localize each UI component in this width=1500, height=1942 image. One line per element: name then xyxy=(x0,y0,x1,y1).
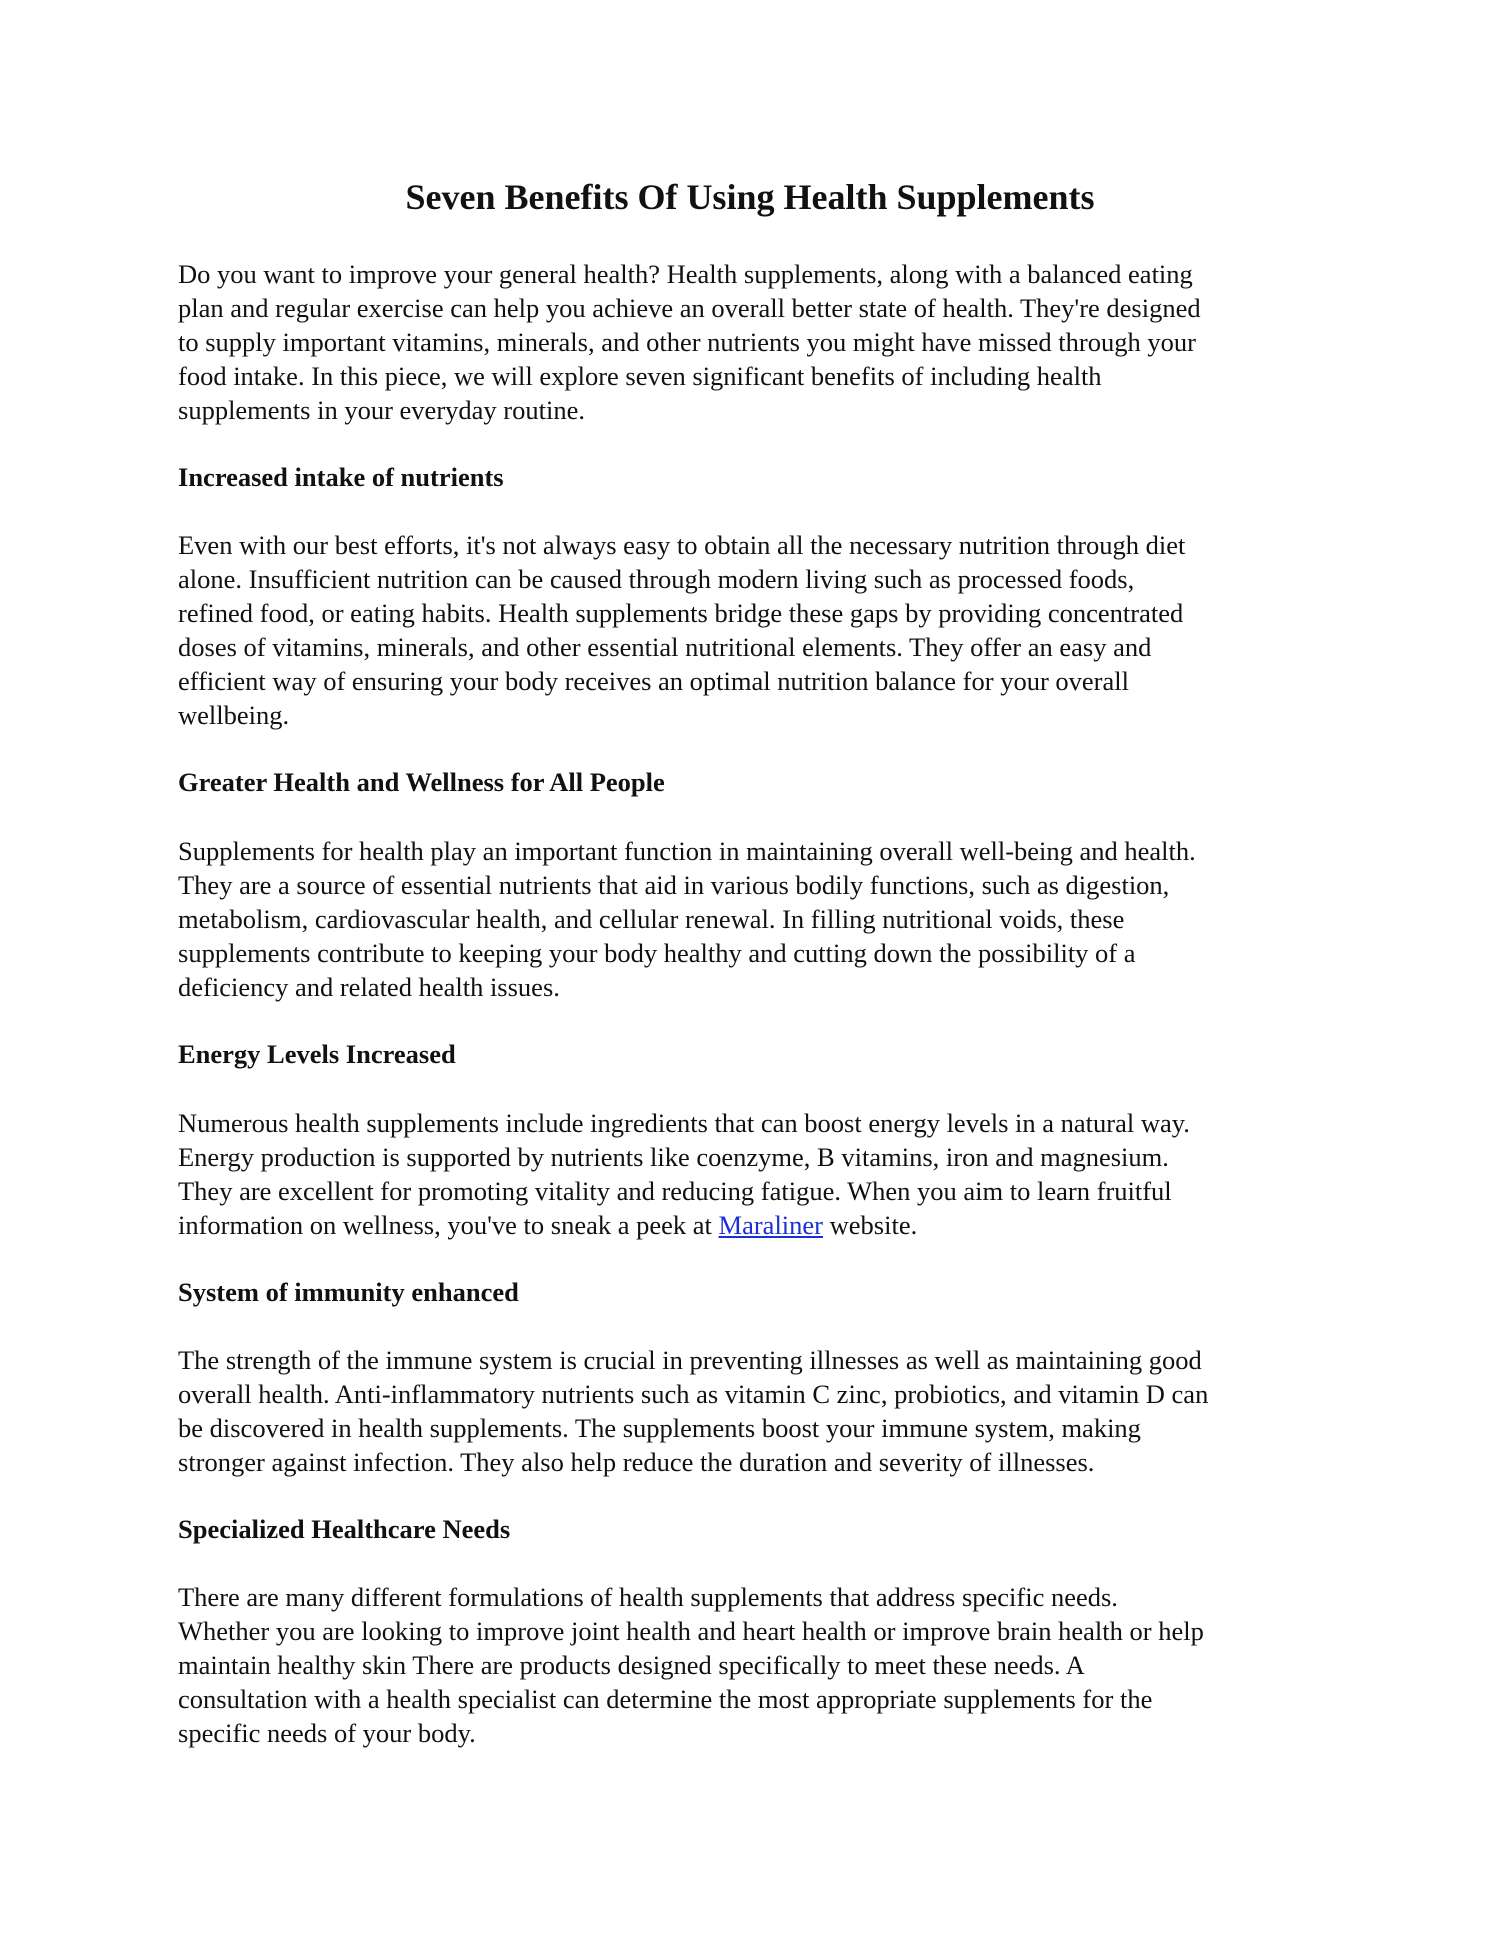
section-heading-nutrients: Increased intake of nutrients xyxy=(178,462,504,492)
body-line: alone. Insufficient nutrition can be caused through modern living such as processed foods, xyxy=(178,564,1135,594)
body-line: supplements contribute to keeping your body healthy and cutting down the possibility of a xyxy=(178,938,1136,968)
intro-line: to supply important vitamins, minerals, and other nutrients you might have missed through your xyxy=(178,327,1196,357)
body-line: specific needs of your body. xyxy=(178,1718,476,1748)
body-line: wellbeing. xyxy=(178,700,290,730)
section-body-specialized xyxy=(178,1580,1338,1750)
body-line: overall health. Anti-inflammatory nutrients such as vitamin C zinc, probiotics, and vitamin D can xyxy=(178,1379,1209,1409)
body-line: maintain healthy skin There are products designed specifically to meet these needs. A xyxy=(178,1650,1085,1680)
section-heading-energy: Energy Levels Increased xyxy=(178,1039,456,1069)
body-line: Numerous health supplements include ingredients that can boost energy levels in a natural way. xyxy=(178,1108,1190,1138)
section-body-nutrients xyxy=(178,528,1338,732)
body-line: They are a source of essential nutrients that aid in various bodily functions, such as digestion, xyxy=(178,870,1170,900)
body-line: There are many different formulations of health supplements that address specific needs. xyxy=(178,1582,1118,1612)
body-line: website. xyxy=(823,1210,918,1240)
body-line: The strength of the immune system is crucial in preventing illnesses as well as maintaining good xyxy=(178,1345,1202,1375)
section-body-wellness xyxy=(178,834,1338,1004)
body-line: stronger against infection. They also help reduce the duration and severity of illnesses. xyxy=(178,1447,1095,1477)
intro-line: supplements in your everyday routine. xyxy=(178,395,585,425)
section-heading-specialized: Specialized Healthcare Needs xyxy=(178,1514,511,1544)
body-line: Even with our best efforts, it's not always easy to obtain all the necessary nutrition through diet xyxy=(178,530,1186,560)
intro-line: Do you want to improve your general health? Health supplements, along with a balanced eating xyxy=(178,259,1193,289)
section-heading-wellness: Greater Health and Wellness for All People xyxy=(178,767,665,797)
body-line: They are excellent for promoting vitality and reducing fatigue. When you aim to learn fruitful xyxy=(178,1176,1172,1206)
body-line: Supplements for health play an important function in maintaining overall well-being and health. xyxy=(178,836,1196,866)
body-line: doses of vitamins, minerals, and other essential nutritional elements. They offer an easy and xyxy=(178,632,1152,662)
body-line: efficient way of ensuring your body receives an optimal nutrition balance for your overall xyxy=(178,666,1129,696)
intro-paragraph xyxy=(178,257,1338,427)
body-line: consultation with a health specialist can determine the most appropriate supplements for the xyxy=(178,1684,1153,1714)
body-line: be discovered in health supplements. The supplements boost your immune system, making xyxy=(178,1413,1141,1443)
page-title: Seven Benefits Of Using Health Supplements xyxy=(405,177,1095,217)
body-line: information on wellness, you've to sneak a peek at xyxy=(178,1210,719,1240)
section-body-energy xyxy=(178,1106,1338,1242)
body-line: Whether you are looking to improve joint health and heart health or improve brain health or help xyxy=(178,1616,1204,1646)
intro-line: food intake. In this piece, we will explore seven significant benefits of including health xyxy=(178,361,1102,391)
body-line: deficiency and related health issues. xyxy=(178,972,560,1002)
body-line: Energy production is supported by nutrients like coenzyme, B vitamins, iron and magnesium. xyxy=(178,1142,1169,1172)
section-body-immunity xyxy=(178,1343,1338,1479)
body-line: metabolism, cardiovascular health, and cellular renewal. In filling nutritional voids, these xyxy=(178,904,1125,934)
section-heading-immunity: System of immunity enhanced xyxy=(178,1277,519,1307)
intro-line: plan and regular exercise can help you achieve an overall better state of health. They're designed xyxy=(178,293,1201,323)
maraliner-link[interactable]: Maraliner xyxy=(718,1210,824,1240)
body-line: refined food, or eating habits. Health supplements bridge these gaps by providing concentrated xyxy=(178,598,1184,628)
